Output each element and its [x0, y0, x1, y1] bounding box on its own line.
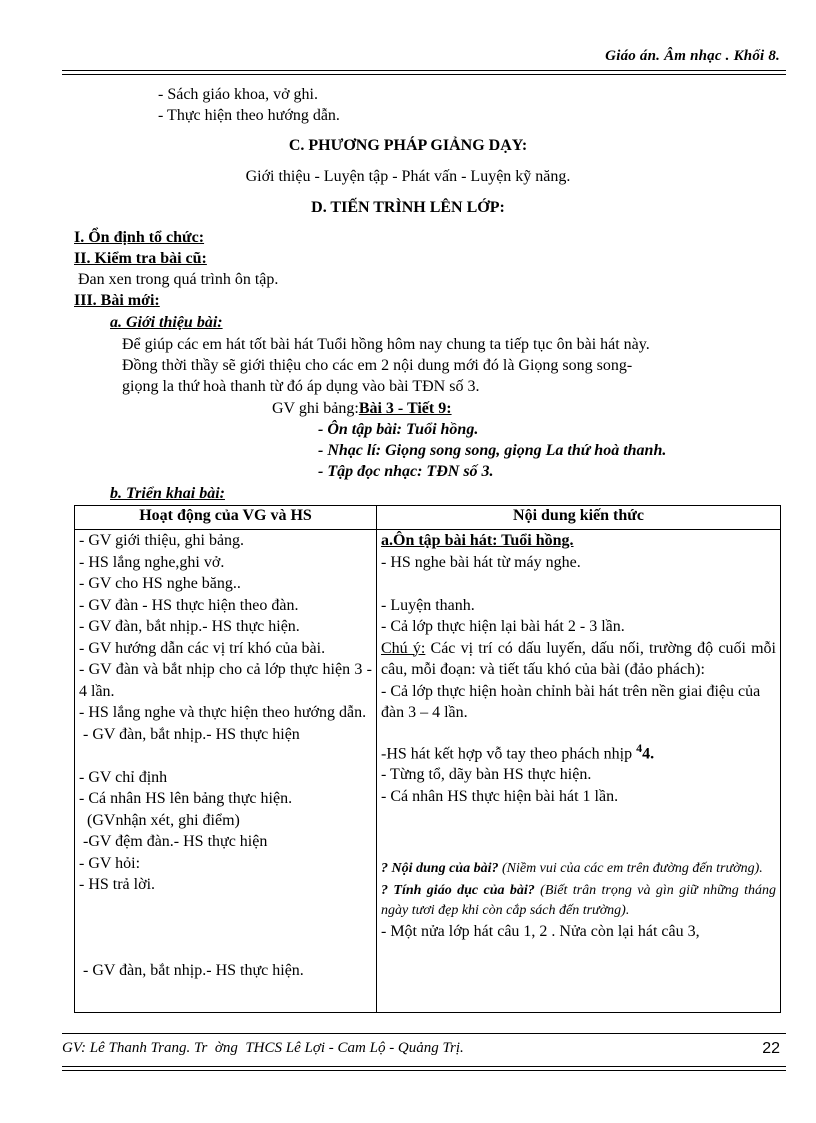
- board-title: Bài 3 - Tiết 9:: [358, 400, 452, 417]
- content-line: - Cả lớp thực hiện lại bài hát 2 - 3 lần.: [381, 618, 625, 635]
- part-3-title: III. Bài mới:: [74, 292, 160, 309]
- content-line: - Từng tổ, dãy bàn HS thực hiện.: [381, 766, 592, 784]
- section-d-title: D. TIẾN TRÌNH LÊN LỚP:: [311, 199, 505, 216]
- prep-line: - Thực hiện theo hướng dẫn.: [158, 107, 340, 124]
- content-line: - Cả lớp thực hiện hoàn chỉnh bài hát trên nền giai điệu của đàn 3 – 4 lần.: [381, 682, 761, 721]
- part-2-title: II. Kiểm tra bài cũ:: [74, 250, 207, 267]
- activity-line: - GV hướng dẫn các vị trí khó của bài.: [79, 639, 326, 657]
- activity-line: - HS trả lời.: [79, 876, 156, 893]
- question-1: [381, 859, 776, 881]
- clap-text: -HS hát kết hợp vỗ tay theo phách nhịp: [381, 744, 637, 762]
- table-header-row: [75, 506, 781, 530]
- section-c-title: C. PHƯƠNG PHÁP GIẢNG DẠY:: [288, 137, 528, 154]
- activity-line: - GV đàn, bắt nhịp.- HS thực hiện.: [79, 618, 300, 635]
- q1-answer: (Niềm vui của các em trên đường đến trường).: [498, 861, 763, 877]
- content-note: [381, 638, 776, 681]
- activity-line: - GV đàn, bắt nhịp.- HS thực hiện: [79, 725, 300, 743]
- content-line: - Luyện thanh.: [381, 596, 475, 614]
- content-line: [381, 738, 776, 765]
- q1-label: ? Nội dung của bài?: [381, 861, 499, 877]
- content-line: - HS nghe bài hát từ máy nghe.: [381, 553, 581, 571]
- part-2-text: Đan xen trong quá trình ôn tập.: [78, 271, 279, 288]
- activity-line: - GV đàn và bắt nhịp cho cả lớp thực hiện 3 - 4 lần.: [79, 661, 372, 700]
- header-rule: [62, 74, 786, 75]
- table-header-content: Nội dung kiến thức: [377, 506, 781, 530]
- activity-line: - GV đàn, bắt nhịp.- HS thực hiện.: [79, 961, 304, 979]
- note-label: Chú ý:: [381, 639, 426, 657]
- time-sig-bottom: 4.: [642, 744, 655, 762]
- note-text: Các vị trí có dấu luyến, dấu nối, trường độ cuối mỗi câu, mỗi đoạn: và tiết tấu khó của bài (đảo phách):: [381, 639, 776, 678]
- activity-line: - GV đàn - HS thực hiện theo đàn.: [79, 596, 299, 614]
- page-number: 22: [762, 1040, 780, 1057]
- activity-line: - GV hỏi:: [79, 854, 141, 872]
- board-item: - Ôn tập bài: Tuổi hồng.: [318, 421, 479, 438]
- activity-line: [79, 745, 372, 767]
- activity-line: - GV cho HS nghe băng..: [79, 575, 241, 592]
- activity-line: (GVnhận xét, ghi điểm): [79, 811, 240, 829]
- time-sig-top: 4: [636, 740, 643, 755]
- deploy-heading: b. Triển khai bài:: [110, 485, 225, 502]
- content-line: [381, 573, 776, 595]
- content-line: [381, 724, 776, 738]
- board-item: - Tập đọc nhạc: TĐN số 3.: [318, 463, 494, 480]
- q2-label: ? Tính giáo dục của bài?: [381, 882, 535, 898]
- activity-line: - GV giới thiệu, ghi bảng.: [79, 532, 245, 549]
- footer-author: GV: Lê Thanh Trang. Tr ờng THCS Lê Lợi - Cam Lộ - Quảng Trị.: [62, 1040, 464, 1056]
- table-row: [75, 530, 781, 1013]
- content-line: - Một nửa lớp hát câu 1, 2 . Nửa còn lại hát câu 3,: [381, 922, 700, 940]
- spacer: [79, 896, 372, 960]
- q2-answer: (Biết trân trọng và gìn giữ những tháng ngày tươi đẹp khi còn cắp sách đến trường).: [381, 882, 776, 918]
- header-title: Giáo án. Âm nhạc . Khối 8.: [605, 48, 780, 64]
- content-heading: a.Ôn tập bài hát: Tuổi hồng.: [381, 532, 574, 549]
- header-rule: [62, 70, 786, 71]
- lesson-table: [74, 505, 781, 1013]
- activity-line: - HS lắng nghe,ghi vở.: [79, 553, 225, 571]
- board-line: [272, 400, 452, 418]
- activity-line: - Cá nhân HS lên bảng thực hiện.: [79, 790, 293, 807]
- content-line: - Cá nhân HS thực hiện bài hát 1 lần.: [381, 787, 619, 805]
- footer-rule: [62, 1066, 786, 1067]
- activity-line: -GV đệm đàn.- HS thực hiện: [79, 833, 268, 850]
- table-header-activities: Hoạt động của VG và HS: [75, 506, 377, 530]
- question-2: [381, 881, 776, 921]
- spacer: [381, 807, 776, 859]
- intro-line: giọng la thứ hoà thanh từ đó áp dụng vào bài TĐN số 3.: [122, 378, 480, 395]
- activity-line: - GV chỉ định: [79, 768, 168, 786]
- footer-rule: [62, 1033, 786, 1034]
- part-1-title: I. Ổn định tổ chức:: [74, 229, 205, 246]
- board-item: - Nhạc lí: Giọng song song, giọng La thứ hoà thanh.: [318, 442, 667, 459]
- board-prefix: GV ghi bảng:: [272, 400, 359, 417]
- intro-line: Đồng thời thầy sẽ giới thiệu cho các em 2 nội dung mới đó là Giọng song song-: [122, 357, 633, 374]
- intro-heading: a. Giới thiệu bài:: [110, 314, 223, 331]
- activity-line: - HS lắng nghe và thực hiện theo hướng dẫn.: [79, 704, 367, 721]
- prep-line: - Sách giáo khoa, vở ghi.: [158, 86, 318, 103]
- footer-rule: [62, 1070, 786, 1071]
- intro-line: Để giúp các em hát tốt bài hát Tuổi hồng hôm nay chung ta tiếp tục ôn bài hát này.: [122, 336, 650, 353]
- section-c-text: Giới thiệu - Luyện tập - Phát vấn - Luyện kỹ năng.: [245, 168, 571, 185]
- activities-cell: [75, 530, 377, 1013]
- content-cell: [377, 530, 781, 1013]
